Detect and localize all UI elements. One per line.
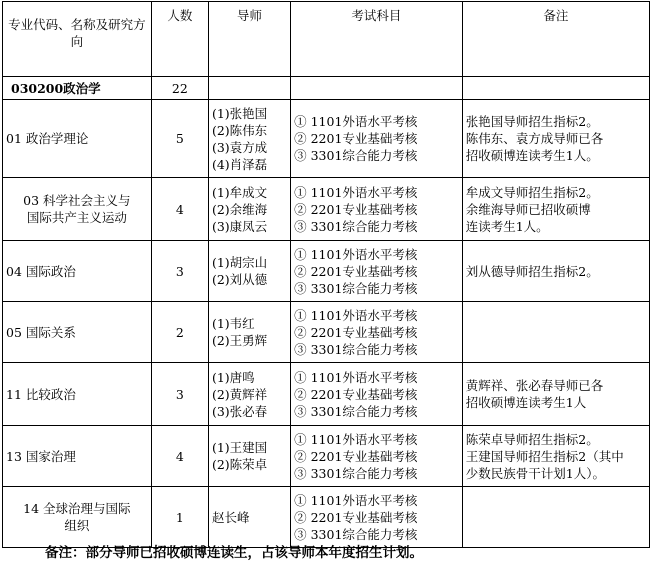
direction-line: 国际共产主义运动	[26, 210, 127, 225]
direction-rows	[3, 100, 650, 548]
note-line: 招收硕博连读考生1人	[465, 395, 587, 410]
note-line: 连读考生1人。	[465, 218, 549, 234]
enrollment-table	[2, 1, 650, 548]
footnote: 备注：部分导师已招收硕博连读生，占该导师本年度招生计划。	[45, 545, 423, 561]
advisor-name: (1)唐鸣	[211, 369, 255, 385]
advisor-name: (2)陈伟东	[211, 122, 268, 138]
advisor-list	[208, 487, 290, 548]
table-row	[3, 302, 650, 363]
direction-name	[3, 487, 152, 548]
exam-subject: ③ 3301综合能力考核	[294, 280, 418, 296]
direction-line: 组织	[64, 518, 90, 533]
exam-subject: ① 1101外语水平考核	[294, 246, 418, 262]
direction-name	[3, 178, 152, 241]
note-line: 王建国导师招生指标2（其中	[465, 448, 624, 464]
note-cell	[462, 363, 649, 426]
exam-subject: ② 2201专业基础考核	[294, 324, 418, 340]
note-cell	[462, 302, 649, 363]
note-cell	[462, 241, 649, 302]
exam-subject: ② 2201专业基础考核	[294, 448, 418, 464]
table-row	[3, 178, 650, 241]
exam-subject: ② 2201专业基础考核	[294, 509, 418, 525]
advisor-name: (2)余维海	[211, 201, 268, 217]
advisor-list	[208, 302, 290, 363]
exam-subject: ① 1101外语水平考核	[294, 184, 418, 200]
exam-subject: ③ 3301综合能力考核	[294, 526, 418, 542]
advisor-name: (1)胡宗山	[211, 255, 268, 270]
exam-subject: ① 1101外语水平考核	[294, 307, 418, 323]
note-line: 余维海导师已招收硕博	[465, 201, 591, 217]
exam-subject: ③ 3301综合能力考核	[294, 465, 418, 481]
direction-name: 05 国际关系	[3, 302, 152, 363]
advisor-name: (2)王勇辉	[211, 333, 268, 348]
exam-subject: ③ 3301综合能力考核	[294, 148, 418, 163]
advisor-list	[208, 241, 290, 302]
advisor-name: (1)王建国	[211, 440, 268, 455]
direction-name: 13 国家治理	[3, 426, 152, 487]
header-code-name: 专业代码、名称及研究方向	[3, 2, 152, 77]
exam-subject: ③ 3301综合能力考核	[294, 218, 418, 234]
major-row	[3, 77, 650, 100]
exam-list	[291, 363, 463, 426]
header-row	[3, 2, 650, 77]
note-line: 陈伟东、袁方成导师已各	[465, 131, 604, 146]
note-cell	[462, 178, 649, 241]
table-row	[3, 426, 650, 487]
note-line: 黄辉祥、张必春导师已各	[465, 378, 604, 393]
exam-subject: ① 1101外语水平考核	[294, 369, 418, 385]
exam-list	[291, 302, 463, 363]
note-line: 刘从德导师招生指标2。	[465, 263, 599, 279]
exam-subject: ① 1101外语水平考核	[294, 431, 418, 447]
direction-name: 01 政治学理论	[3, 100, 152, 178]
table-row	[3, 100, 650, 178]
exam-subject: ③ 3301综合能力考核	[294, 403, 418, 419]
table-row	[3, 363, 650, 426]
direction-count: 4	[151, 178, 208, 241]
exam-list	[291, 178, 463, 241]
direction-count: 4	[151, 426, 208, 487]
direction-name: 11 比较政治	[3, 363, 152, 426]
note-line: 陈荣卓导师招生指标2。	[465, 431, 599, 447]
advisor-name: (1)牟成文	[211, 184, 268, 200]
note-line: 牟成文导师招生指标2。	[465, 184, 599, 200]
direction-count: 3	[151, 363, 208, 426]
advisor-list	[208, 178, 290, 241]
direction-count: 3	[151, 241, 208, 302]
exam-subject: ③ 3301综合能力考核	[294, 341, 418, 357]
exam-subject: ① 1101外语水平考核	[294, 114, 418, 129]
advisor-name: (4)肖泽磊	[211, 156, 268, 172]
direction-name: 04 国际政治	[3, 241, 152, 302]
table-row	[3, 487, 650, 548]
advisor-list	[208, 426, 290, 487]
advisor-name: 赵长峰	[211, 509, 250, 525]
note-cell	[462, 426, 649, 487]
note-line: 招收硕博连读考生1人。	[465, 148, 599, 163]
advisor-list	[208, 363, 290, 426]
exam-list	[291, 100, 463, 178]
advisor-name: (2)刘从德	[211, 272, 268, 287]
advisor-name: (2)黄辉祥	[211, 386, 268, 402]
major-count: 22	[151, 77, 208, 100]
header-advisor: 导师	[208, 2, 290, 77]
direction-line: 14 全球治理与国际	[23, 501, 131, 516]
note-line: 张艳国导师招生指标2。	[465, 114, 599, 129]
direction-count: 1	[151, 487, 208, 548]
exam-list	[291, 241, 463, 302]
note-cell	[462, 100, 649, 178]
advisor-name: (3)张必春	[211, 403, 268, 419]
direction-count: 5	[151, 100, 208, 178]
direction-count: 2	[151, 302, 208, 363]
major-code-name: 030200政治学	[3, 77, 152, 100]
advisor-name: (3)康凤云	[211, 218, 268, 234]
advisor-list	[208, 100, 290, 178]
exam-list	[291, 487, 463, 548]
exam-subject: ① 1101外语水平考核	[294, 492, 418, 508]
note-line: 少数民族骨干计划1人）。	[465, 465, 605, 481]
advisor-name: (1)韦红	[211, 316, 255, 331]
exam-list	[291, 426, 463, 487]
table-row	[3, 241, 650, 302]
advisor-name: (3)袁方成	[211, 139, 268, 155]
exam-subject: ② 2201专业基础考核	[294, 131, 418, 146]
exam-subject: ② 2201专业基础考核	[294, 201, 418, 217]
header-count: 人数	[151, 2, 208, 77]
advisor-name: (2)陈荣卓	[211, 457, 268, 472]
exam-subject: ② 2201专业基础考核	[294, 386, 418, 402]
advisor-name: (1)张艳国	[211, 105, 268, 121]
note-cell	[462, 487, 649, 548]
header-exam: 考试科目	[291, 2, 463, 77]
header-note: 备注	[462, 2, 649, 77]
direction-line: 03 科学社会主义与	[23, 193, 131, 208]
exam-subject: ② 2201专业基础考核	[294, 263, 418, 279]
